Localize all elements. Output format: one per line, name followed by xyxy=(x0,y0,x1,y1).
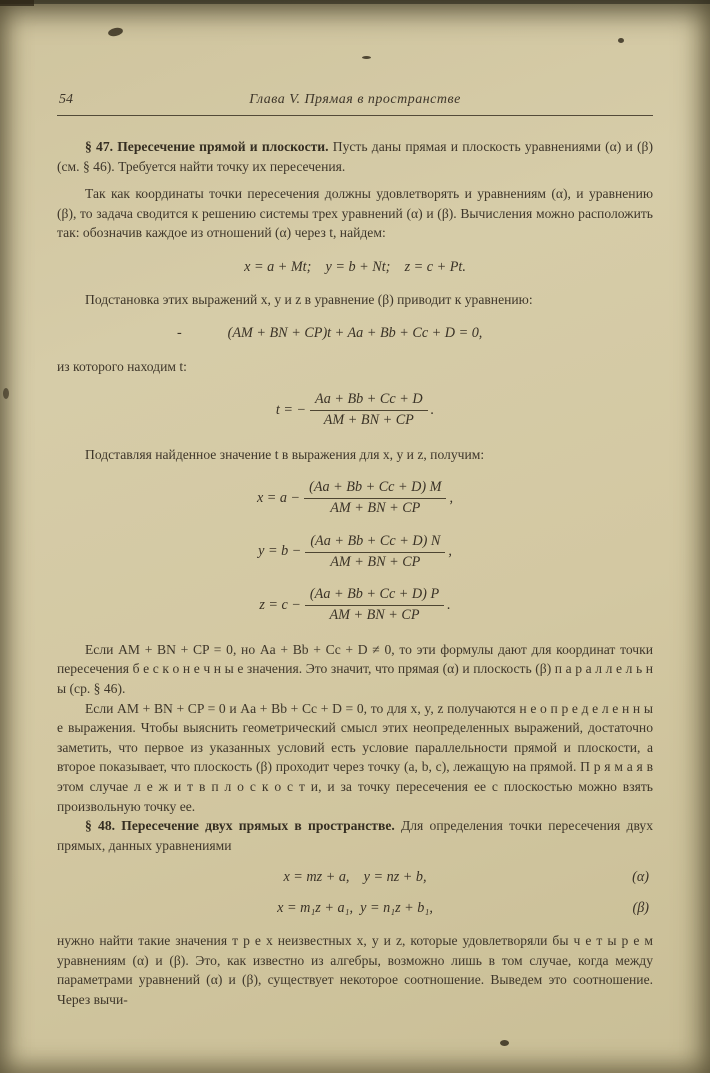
page-content xyxy=(0,92,710,1010)
fraction-denominator: AM + BN + CP xyxy=(329,607,420,623)
fraction-numerator: (Aa + Bb + Cc + D) M xyxy=(304,479,446,499)
paragraph-indeterminate: Если AM + BN + CP = 0 и Aa + Bb + Cc + D = 0, то для x, y, z получаются н е о п р е д е л е н н ы е выражения. Чтобы выяснить геометрический смысл этих неопределенных выражений, достаточно заметить, что первое из указанных условий есть условие параллельности прямой и плоскости, а второе показывает, что плоскость (β) проходит через точку (a, b, c), лежащую на прямой. П р я м а я в этом случае л е ж и т в п л о с к о с т и, и за точку пересечения ее с плоскостью можно взять произвольную точку ее. xyxy=(57,700,653,814)
formula-linear-equation xyxy=(57,325,653,342)
equation-body: x = m₁z + a₁, y = n₁z + b₁, xyxy=(277,900,433,917)
paragraph-find-t: из которого находим t: xyxy=(57,358,187,374)
page-number: 54 xyxy=(59,92,73,107)
formula-z xyxy=(57,586,653,625)
formula-tail: , xyxy=(448,543,452,560)
paragraph-text: Пусть даны прямая и плоскость уравнениями (α) и (β) (см. § 46). Требуется найти точку их пересечения. xyxy=(57,139,653,174)
running-header xyxy=(57,92,653,110)
section-47-title: § 47. Пересечение прямой и плоскости. xyxy=(85,139,329,154)
fraction xyxy=(305,586,444,625)
stray-dash-mark: - xyxy=(177,324,182,341)
formula-tail: . xyxy=(430,401,435,418)
paragraph-text: Для определения точки пересечения двух прямых, данных уравнениями xyxy=(57,818,653,853)
fraction-numerator: (Aa + Bb + Cc + D) N xyxy=(305,533,445,553)
header-rule xyxy=(57,115,653,116)
fraction xyxy=(304,479,446,518)
formula-lhs: x = a − xyxy=(256,489,301,506)
scan-speck xyxy=(500,1040,509,1046)
formula-x xyxy=(57,479,653,518)
scan-speck xyxy=(618,38,624,43)
equation-body: x = mz + a, y = nz + b, xyxy=(283,869,427,886)
paragraph-substitute-t: Подставляя найденное значение t в выражения для x, y и z, получим: xyxy=(85,446,485,462)
fraction-denominator: AM + BN + CP xyxy=(323,411,414,428)
section-48-title: § 48. Пересечение двух прямых в пространстве. xyxy=(85,818,395,834)
scan-top-edge xyxy=(0,0,710,4)
fraction-denominator: AM + BN + CP xyxy=(330,553,421,570)
paragraph-substitution: Подстановка этих выражений x, y и z в уравнение (β) приводит к уравнению: xyxy=(85,291,533,307)
formula-lhs: t = − xyxy=(275,401,307,418)
scan-speck xyxy=(107,27,123,38)
chapter-title: Глава V. Прямая в пространстве xyxy=(249,92,461,107)
paragraph-four-equations: нужно найти такие значения т р е х неизвестных x, y и z, которые удовлетворяли бы ч е т ы р е м уравнениям (α) и (β). Это, как известно из алгебры, возможно лишь в том случае, когда между параметрами уравнений (α) и (β), существует некоторое соотношение. Выведем это соотношение. Через вычи- xyxy=(57,933,653,1008)
fraction-numerator: (Aa + Bb + Cc + D) P xyxy=(305,586,444,606)
formula-line-alpha xyxy=(57,869,653,886)
formula-lhs: y = b − xyxy=(258,543,302,560)
formula-tail: . xyxy=(447,596,451,613)
formula-body: (AM + BN + CP)t + Aa + Bb + Cc + D = 0, xyxy=(227,324,483,341)
formula-line-beta xyxy=(57,900,653,917)
paragraph-infinite-values: Если AM + BN + CP = 0, но Aa + Bb + Cc + D ≠ 0, то эти формулы дают для координат точки пересечения б е с к о н е ч н ы е значения. Это значит, что прямая (α) и плоскость (β) п а р а л л е л ь н ы (ср. § 46). xyxy=(57,641,653,696)
fraction-denominator: AM + BN + CP xyxy=(330,500,421,516)
scan-speck xyxy=(362,56,371,59)
fraction xyxy=(305,533,445,572)
formula-parametric: x = a + Mt; y = b + Nt; z = c + Pt. xyxy=(244,258,466,275)
fraction-numerator: Aa + Bb + Cc + D xyxy=(310,391,428,411)
formula-t-value xyxy=(57,391,653,430)
equation-label-beta: (β) xyxy=(632,900,649,917)
formula-tail: , xyxy=(449,489,454,506)
paragraph-47-intro xyxy=(57,137,653,176)
scan-speck xyxy=(0,0,34,6)
paragraph-48-intro xyxy=(57,816,653,855)
equation-label-alpha: (α) xyxy=(632,869,649,886)
formula-y xyxy=(57,533,653,572)
fraction xyxy=(310,391,428,430)
paragraph-system: Так как координаты точки пересечения должны удовлетворять и уравнениям (α), и уравнению (β), то задача сводится к решению системы трех уравнений (α) и (β). Вычисления можно расположить так: обозначив каждое из отношений (α) через t, найдем: xyxy=(57,186,653,241)
formula-lhs: z = c − xyxy=(259,596,301,613)
